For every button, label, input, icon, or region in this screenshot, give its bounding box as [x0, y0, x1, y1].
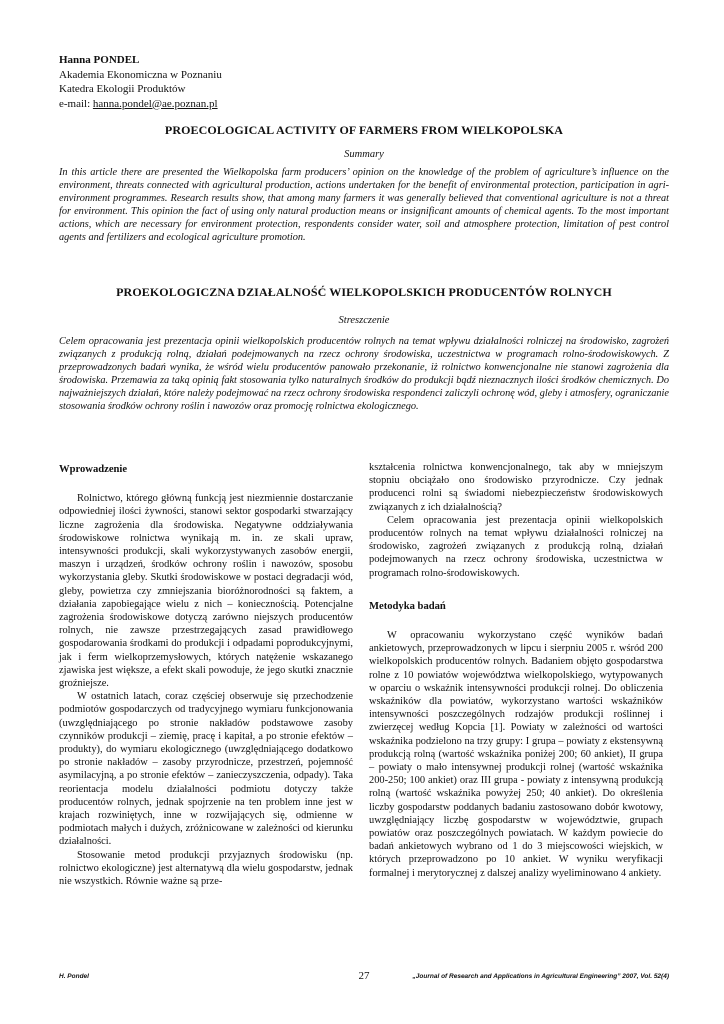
intro-paragraph-3: Stosowanie metod produkcji przyjaznych środowisku (np. rolnictwo ekologiczne) jest alternatywą dla wielu gospodarstw, jednak nie wszystkich. Równie ważne są prze-	[59, 849, 353, 888]
english-summary-label: Summary	[344, 149, 384, 160]
aim-paragraph: Celem opracowania jest prezentacja opinii wielkopolskich producentów rolnych na temat wpływu działalności rolniczej na środowisko, zagrożeń związanych z produkcją rolną, działań podejmowanych na rzecz ochrony środowiska, uczestnictwa w programach rolno-środowiskowych.	[369, 514, 663, 579]
method-paragraph-1: W opracowaniu wykorzystano część wyników badań ankietowych, przeprowadzonych w lipcu i sierpniu 2005 r. wśród 200 wielkopolskich producentów rolnych. Badaniem objęto gospodarstwa rolne z 10 powiatów województwa wielkopolskiego, wytypowanych w oparciu o wskaźnik intensywności produkcji rolnej. Do obliczenia wskaźników dla powiatów, wykorzystano wartości wskaźników intensywności poszczególnych rodzajów produkcji roślinnej i zwierzęcej według Kopcia [1]. Powiaty w zależności od wartości wskaźnika podzielono na trzy grupy: I grupa – powiaty z ekstensywną produkcją rolną (wartość wskaźnika poniżej 200; 60 ankiet), II grupa – powiaty o mało intensywnej produkcji rolnej (wartość wskaźnika 200-250; 100 ankiet) oraz III grupa - powiaty z intensywną produkcją rolną (wartość wskaźnika powyżej 250; 40 ankiet). Do określenia liczby gospodarstw poddanych badaniu zastosowano dobór kwotowy, uwzględniający liczbę gospodarstw w województwie, grupach powiatów oraz poszczególnych powiatach. W każdym powiecie do badań ankietowych wybrano od 1 do 3 miejscowości wiejskich, w których przeprowadzono po 10 ankiet. W wyniku weryfikacji formalnej i merytorycznej z dalszej analizy wyeliminowano 4 ankiety.	[369, 630, 663, 879]
author-name: Hanna PONDEL	[59, 54, 140, 66]
email-link[interactable]: hanna.pondel@ae.poznan.pl	[92, 97, 218, 110]
page-footer	[59, 970, 669, 990]
english-summary-text: In this article there are presented the Wielkopolska farm producers’ opinion on the knowledge of the problem of agriculture’s influence on the environment, threats connected with agricultural production, actions undertaken for the benefit of environmental protection, participation in agri-environment programmes. Research results show, that among many farmers it was generally believed that conventional agriculture is not a threat for environment. This opinion the fact of using only natural production means or insignificant amounts of chemical agents. To the most important actions, which are necessary for environment protection, respondents consider water, soil and atmosphere protection, limitation of pest control agents and fertilizers and ecological agriculture promotion.	[59, 167, 669, 243]
polish-summary-text: Celem opracowania jest prezentacja opinii wielkopolskich producentów rolnych na temat wpływu działalności rolniczej na środowisko, zagrożeń związanych z produkcją rolną, działań podejmowanych na rzecz ochrony środowiska, uczestnictwa w programach rolno-środowiskowych. Z przeprowadzonych badań wynika, że wśród wielu producentów panowało przekonanie, iż rolnictwo konwencjonalne nie stanowi zagrożenia dla środowiska. Przemawia za taką opinią fakt stosowania tylko naturalnych środków do produkcji bądź nieznacznych ilości środków chemicznych. Do najważniejszych działań, które należy podejmować na rzecz ochrony środowiska respondenci zaliczyli ochronę wód, gleby i atmosfery, ograniczanie stosowania środków ochrony roślin i nawozów oraz promocję rolnictwa ekologicznego.	[59, 336, 669, 412]
author-email-line	[59, 97, 222, 112]
intro-continuation-paragraph: kształcenia rolnictwa konwencjonalnego, tak aby w mniejszym stopniu obciążało ono środowisko przyrodnicze. Czy jednak producenci rolni są świadomi niebezpieczeństw środowiskowych związanych z ich działalnością?	[369, 462, 663, 513]
left-column	[59, 463, 353, 888]
email-label: e-mail:	[59, 97, 93, 110]
method-heading: Metodyka badań	[369, 600, 446, 612]
footer-author: H. Pondel	[59, 973, 89, 980]
polish-summary-label: Streszczenie	[338, 315, 390, 326]
author-affiliation-department: Katedra Ekologii Produktów	[59, 83, 186, 95]
intro-paragraph-1: Rolnictwo, którego główną funkcją jest niezmiennie dostarczanie odpowiedniej ilości żywności, stanowi sektor gospodarki stwarzający liczne zagrożenia dla środowiska. Negatywne oddziaływania środowiskowe rolnictwa wynikają m. in. ze skali upraw, intensywności produkcji, skali wykorzystywanych zasobów energii, maszyn i urządzeń, środków ochrony roślin i nawozów, sposobu wykorzystania gleby. Skutki środowiskowe w postaci degradacji wód, gleby, powietrza czy zmniejszania bioróżnorodności są faktem, a działania zapobiegające wielu z nich – koniecznością. Potencjalne zagrożenia środowiskowe dotyczą zarówno niejszych producentów rolnych, nie zawsze przestrzegających zasad prawidłowego gospodarowania środkami do produkcji i odpadami poprodukcyjnymi, jak i ferm wielkoprzemysłowych, których natężenie wskazanego zjawiska jest większe, a efekt skali powoduje, że jego skutki znacznie groźniejsze.	[59, 493, 353, 690]
polish-title: PROEKOLOGICZNA DZIAŁALNOŚĆ WIELKOPOLSKICH PRODUCENTÓW ROLNYCH	[116, 285, 612, 299]
footer-journal: „Journal of Research and Applications in Agricultural Engineering” 2007, Vol. 52(4)	[412, 973, 669, 980]
section-gap	[369, 580, 663, 600]
author-block	[59, 53, 222, 111]
page-number: 27	[358, 970, 370, 982]
intro-paragraph-2: W ostatnich latach, coraz częściej obserwuje się przechodzenie podmiotów gospodarczych od tradycyjnego wymiaru funkcjonowania (uwzględniającego po stronie nakładów podstawowe zasoby czynników produkcji – ziemię, pracę i kapitał, a po stronie efektów – produkty), do wymiaru ekologicznego (uwzględniającego dodatkowo po stronie nakładów – zasoby przyrodnicze, przestrzeń, pojemność asymilacyjną, a po stronie efektów – zanieczyszczenia, odpady). Taka reorientacja modelu działalności podmiotu dotyczy także producentów rolnych, jednak spojrzenie na ten problem inne jest w krajach rozwiniętych, inne w rozwijających się, odmienne w podmiotach małych i dużych, zróżnicowane w zależności od kierunku działalności.	[59, 691, 353, 848]
author-affiliation-university: Akademia Ekonomiczna w Poznaniu	[59, 68, 222, 81]
intro-heading: Wprowadzenie	[59, 464, 128, 475]
right-column	[369, 461, 663, 880]
english-title: PROECOLOGICAL ACTIVITY OF FARMERS FROM WIELKOPOLSKA	[164, 123, 564, 137]
